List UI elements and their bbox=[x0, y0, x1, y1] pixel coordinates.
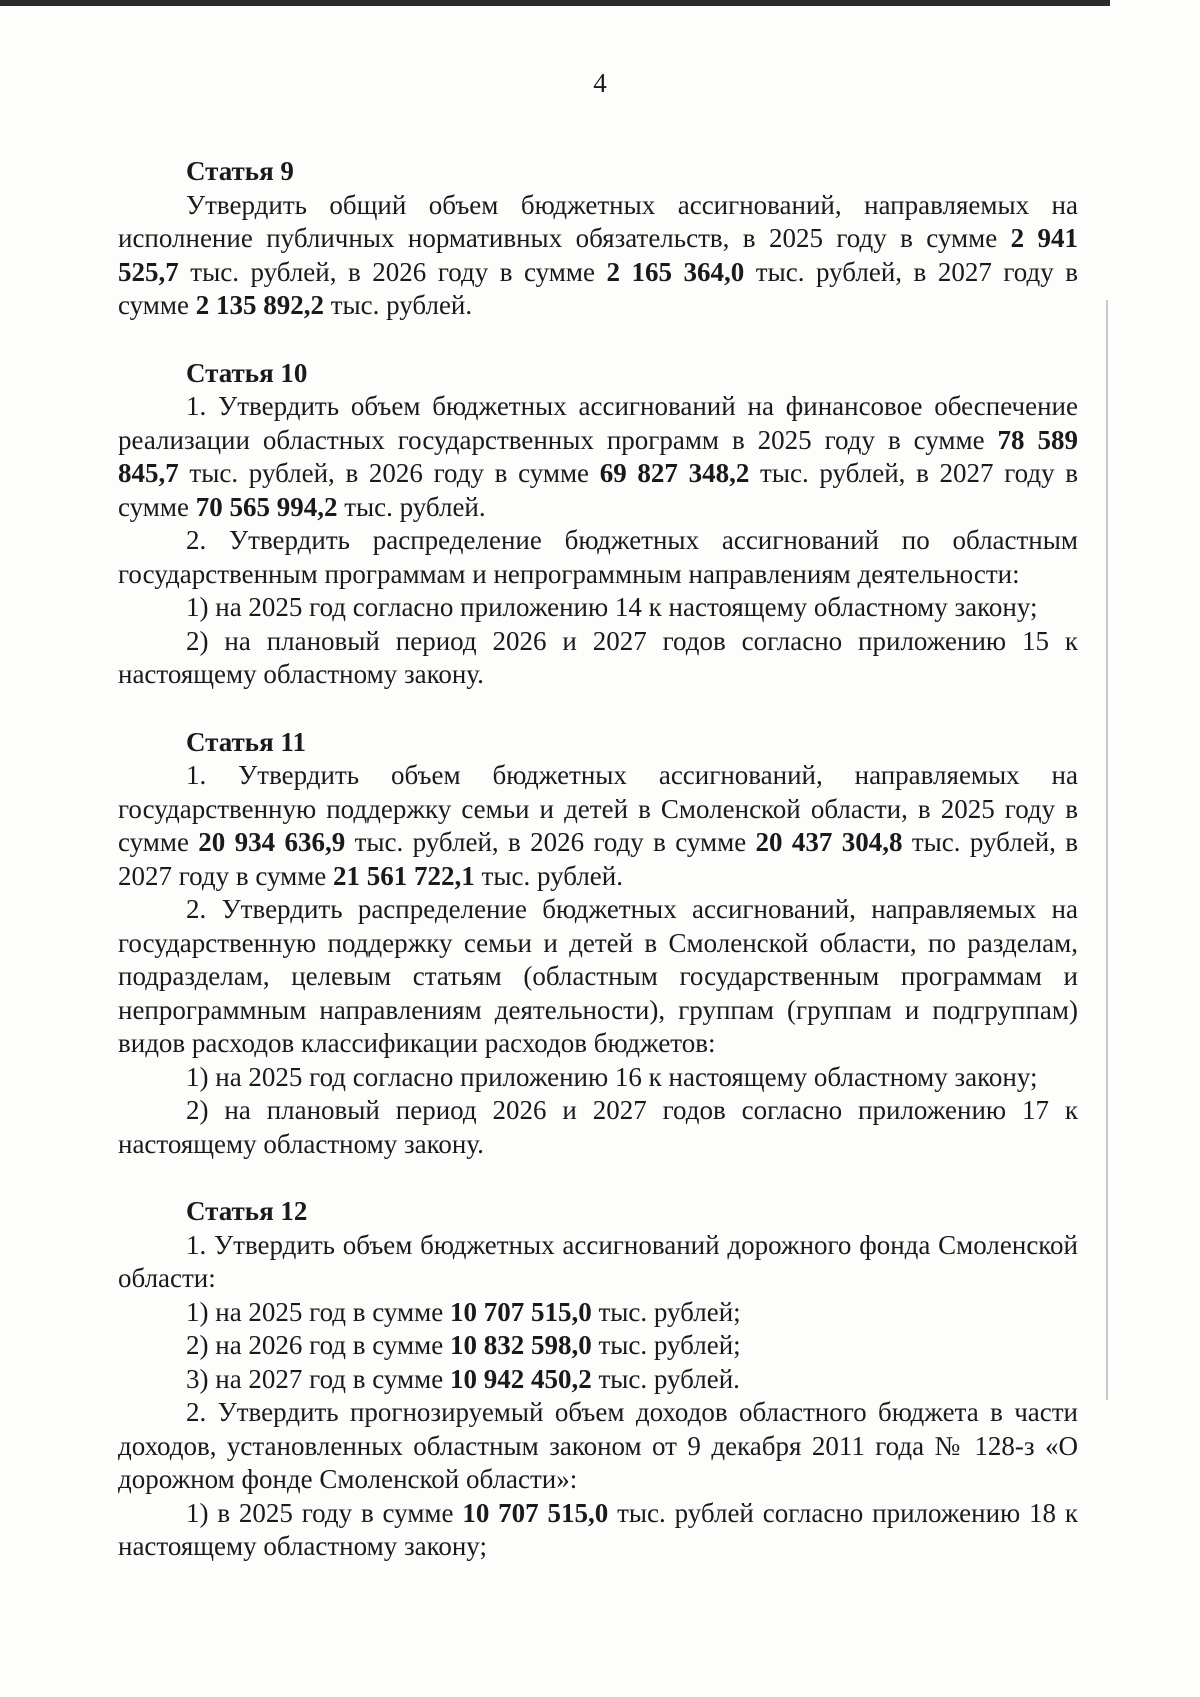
article-10 bbox=[118, 357, 1078, 692]
text-run: тыс. рублей. bbox=[337, 491, 486, 522]
article-9 bbox=[118, 155, 1078, 323]
amount-2025: 78 589 845,7 bbox=[118, 424, 1079, 488]
text-run: тыс. рублей. bbox=[323, 290, 473, 320]
article-paragraph: 2. Утвердить прогнозируемый объем доходов областного бюджета в части доходов, установленных областным законом от 9 декабря 2011 года № 128-з «О дорожном фонде Смоленской области»: bbox=[118, 1397, 1078, 1494]
text-run: 1. Утвердить объем бюджетных ассигнований на финансовое обеспечение реализации областных государственных программ в 2025 году в сумме bbox=[118, 391, 1078, 455]
text-run: тыс. рублей. bbox=[474, 860, 623, 891]
amount-2026: 69 827 348,2 bbox=[599, 458, 750, 488]
text-run: тыс. рублей; bbox=[591, 1296, 741, 1327]
amount-2026: 2 165 364,0 bbox=[606, 256, 745, 287]
article-title: Статья 11 bbox=[186, 726, 306, 757]
amount-2026: 20 437 304,8 bbox=[755, 827, 903, 857]
amount: 10 707 515,0 bbox=[462, 1497, 609, 1528]
text-run: тыс. рублей согласно приложению 18 к настоящему областному закону; bbox=[118, 1497, 1078, 1561]
list-item bbox=[118, 1296, 1078, 1330]
text-run: тыс. рублей, в 2027 году в сумме bbox=[118, 256, 1078, 320]
text-run: 2) на 2026 год в сумме bbox=[186, 1330, 450, 1360]
text-run: 1) на 2025 год в сумме bbox=[186, 1296, 450, 1327]
amount: 10 832 598,0 bbox=[449, 1330, 592, 1360]
text-run: 1. Утвердить объем бюджетных ассигнований, направляемых на государственную поддержку семьи и детей в Смоленской области, в 2025 году в сумме bbox=[118, 760, 1078, 857]
list-item: 1) на 2025 год согласно приложению 16 к настоящему областному закону; bbox=[186, 1061, 1038, 1092]
text-run: тыс. рублей, в 2026 году в сумме bbox=[178, 458, 600, 488]
text-run: 3) на 2027 год в сумме bbox=[186, 1363, 450, 1394]
list-item bbox=[118, 1363, 1078, 1397]
text-run: тыс. рублей. bbox=[591, 1363, 740, 1394]
page-number: 4 bbox=[593, 68, 607, 98]
article-paragraph bbox=[118, 189, 1078, 323]
text-run: тыс. рублей, в 2027 году в сумме bbox=[118, 458, 1078, 522]
amount-2027: 70 565 994,2 bbox=[195, 491, 338, 522]
article-title: Статья 12 bbox=[186, 1196, 308, 1226]
amount: 10 942 450,2 bbox=[449, 1363, 592, 1394]
text-run: 1) в 2025 году в сумме bbox=[186, 1497, 463, 1528]
text-run: тыс. рублей; bbox=[591, 1330, 741, 1360]
text-run: Утвердить общий объем бюджетных ассигнований, направляемых на исполнение публичных нормативных обязательств, в 2025 году в сумме bbox=[118, 189, 1078, 253]
article-paragraph: 1. Утвердить объем бюджетных ассигнований дорожного фонда Смоленской области: bbox=[118, 1229, 1078, 1293]
article-paragraph bbox=[118, 390, 1078, 524]
article-title: Статья 9 bbox=[186, 156, 294, 186]
amount-2027: 21 561 722,1 bbox=[333, 860, 475, 891]
article-paragraph bbox=[118, 759, 1078, 893]
list-item bbox=[118, 1497, 1078, 1564]
scan-edge-top bbox=[0, 0, 1110, 6]
text-run: тыс. рублей, в 2026 году в сумме bbox=[178, 256, 607, 287]
scan-edge-right bbox=[1106, 300, 1108, 1400]
list-item bbox=[118, 1329, 1078, 1363]
amount-2027: 2 135 892,2 bbox=[195, 290, 324, 320]
amount-2025: 2 941 525,7 bbox=[118, 223, 1079, 287]
document-body bbox=[118, 155, 1078, 1598]
text-run: тыс. рублей, в 2027 году в сумме bbox=[118, 827, 1079, 891]
list-item: 1) на 2025 год согласно приложению 14 к настоящему областному закону; bbox=[186, 592, 1038, 622]
article-11 bbox=[118, 726, 1078, 1162]
article-12 bbox=[118, 1195, 1078, 1564]
amount: 10 707 515,0 bbox=[449, 1296, 592, 1327]
article-paragraph: 2. Утвердить распределение бюджетных ассигнований по областным государственным программам и непрограммным направлениям деятельности: bbox=[118, 525, 1078, 589]
amount-2025: 20 934 636,9 bbox=[198, 827, 346, 857]
list-item: 2) на плановый период 2026 и 2027 годов согласно приложению 15 к настоящему областному закону. bbox=[118, 625, 1078, 689]
article-paragraph: 2. Утвердить распределение бюджетных ассигнований, направляемых на государственную поддержку семьи и детей в Смоленской области, по разделам, подразделам, целевым статьям (областным государственным программам и непрограммным направлениям деятельности), группам (группам и подгруппам) видов расходов классификации расходов бюджетов: bbox=[118, 894, 1078, 1058]
list-item: 2) на плановый период 2026 и 2027 годов согласно приложению 17 к настоящему областному закону. bbox=[118, 1095, 1078, 1159]
text-run: тыс. рублей, в 2026 году в сумме bbox=[345, 827, 756, 857]
article-title: Статья 10 bbox=[186, 357, 308, 388]
